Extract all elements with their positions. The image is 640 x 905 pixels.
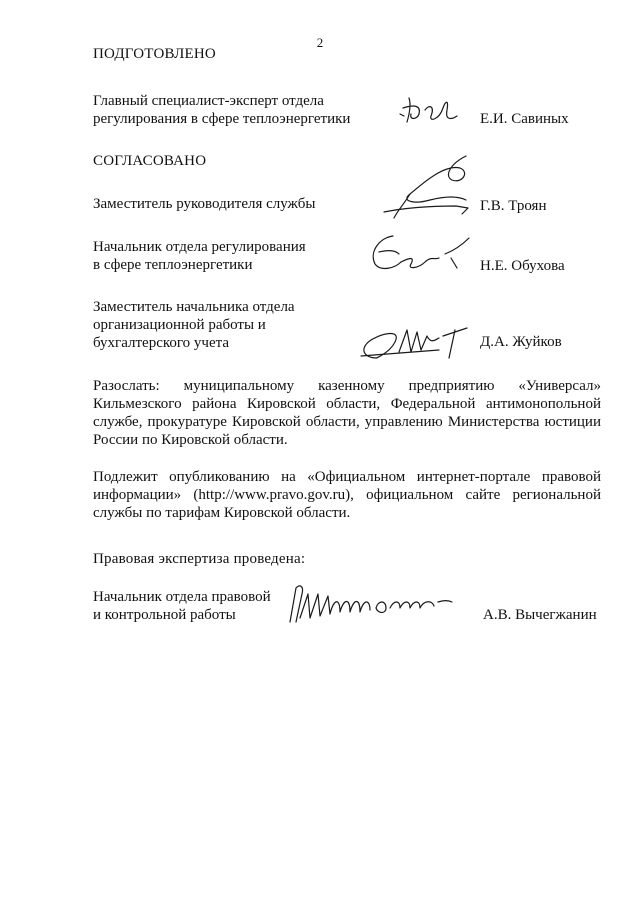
legal-review-role-line: и контрольной работы [93,607,236,623]
agreed-signer-role-line: организационной работы и [93,317,266,333]
agreed-signer-role [93,238,383,274]
prepared-role-line: Главный специалист-эксперт отдела [93,93,324,109]
legal-review-role-line: Начальник отдела правовой [93,589,271,605]
publication-paragraph: Подлежит опубликованию на «Официальном интернет-портале правовой информации» (http://www.pravo.gov.ru), официальном сайте региональной службы по тарифам Кировской области. [93,469,601,521]
distribution-label: Разослать: [93,378,160,394]
prepared-heading: ПОДГОТОВЛЕНО [93,46,216,62]
prepared-role [93,92,383,128]
agreed-heading: СОГЛАСОВАНО [93,153,207,169]
signature-zhuikov [355,318,480,366]
signature-savinykh [395,90,465,130]
signature-troyan [370,150,480,230]
distribution-paragraph [93,377,601,449]
agreed-signer-role-line: Заместитель руководителя службы [93,196,316,212]
legal-review-heading: Правовая экспертиза проведена: [93,551,306,567]
agreed-signer-role-line: в сфере теплоэнергетики [93,257,253,273]
legal-review-name: А.В. Вычегжанин [483,607,597,623]
agreed-signer-role-line: Начальник отдела регулирования [93,239,306,255]
agreed-signer-role-line: Заместитель начальника отдела [93,299,295,315]
agreed-signer-name: Г.В. Троян [480,198,547,214]
prepared-role-line: регулирования в сфере теплоэнергетики [93,111,351,127]
agreed-signer-name: Н.Е. Обухова [480,258,565,274]
agreed-signer-name: Д.А. Жуйков [480,334,562,350]
agreed-signer-role-line: бухгалтерского учета [93,335,230,351]
distribution-text: муниципальному казенному предприятию «Универсал» Кильмезского района Кировской области, Федеральной антимонопольной службе, прокуратуре Кировской области, управлению Министерства юстиции России по Кировской области. [93,378,602,448]
page-number: 2 [316,35,324,50]
agreed-signer-role [93,298,383,352]
signature-obukhova [365,228,475,278]
signature-vychegzhanin [282,578,457,628]
agreed-signer-role [93,195,383,213]
prepared-name: Е.И. Савиных [480,111,569,127]
